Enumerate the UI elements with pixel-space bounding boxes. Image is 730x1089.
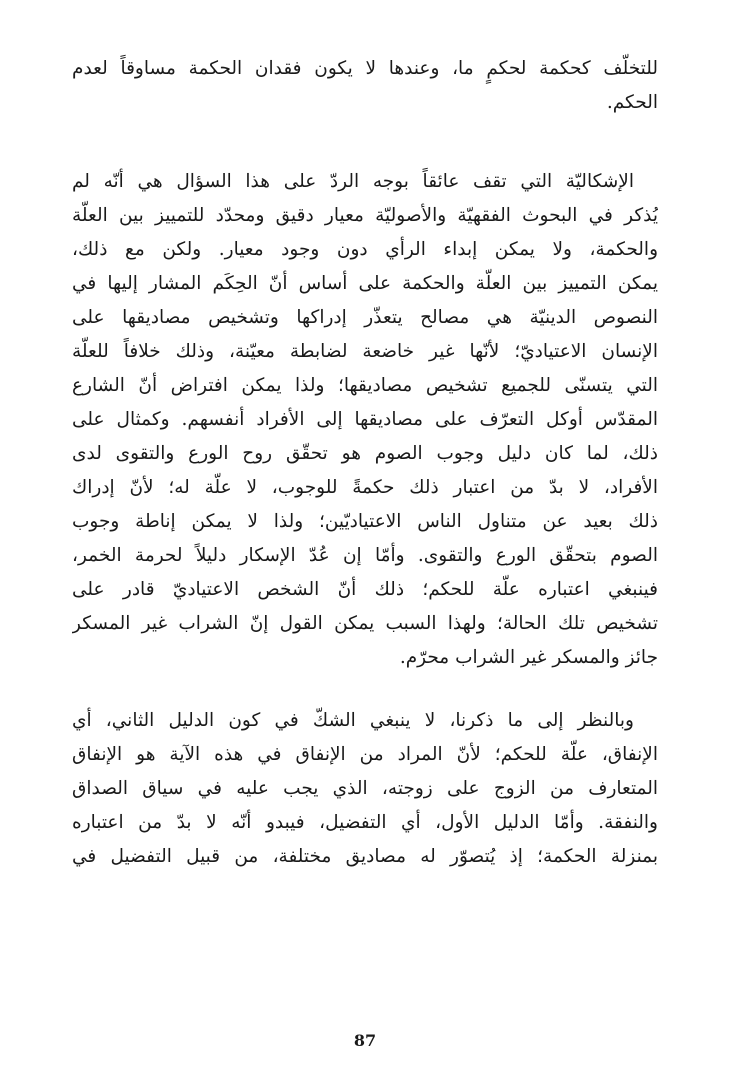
text-line: الإشكاليّة التي تقف عائقاً بوجه الردّ على هذا السؤال هي أنّه لم [72, 171, 634, 192]
text-line: وبالنظر إلى ما ذكرنا، لا ينبغي الشكّ في كون الدليل الثاني، أي [72, 710, 634, 731]
page-number: 87 [353, 1031, 377, 1050]
text-line: جائز والمسكر غير الشراب محرّم. [399, 647, 658, 668]
paragraph-1 [72, 52, 658, 120]
text-line: بمنزلة الحكمة؛ إذ يُتصوّر له مصاديق مختلفة، من قبيل التفضيل في [72, 846, 658, 867]
text-line: الإنفاق، علّة للحكم؛ لأنّ المراد من الإنفاق في هذه الآية هو الإنفاق [72, 744, 658, 765]
text-line: والنفقة. وأمّا الدليل الأول، أي التفضيل، فيبدو أنّه لا بدّ من اعتباره [72, 812, 658, 833]
text-line: فينبغي اعتباره علّة للحكم؛ ذلك أنّ الشخص الاعتياديّ قادر على [72, 579, 658, 600]
text-line: يمكن التمييز بين العلّة والحكمة على أساس أنّ الحِكَم المشار إليها في [72, 273, 658, 294]
text-line: ذلك بعيد عن متناول الناس الاعتياديّين؛ ولذا لا يمكن إناطة وجوب [72, 511, 658, 532]
text-line: الحكم. [606, 92, 658, 113]
text-line: المقدّس أوكل التعرّف على مصاديقها إلى الأفراد أنفسهم. وكمثال على [72, 409, 658, 430]
text-line: ذلك، لما كان دليل وجوب الصوم هو تحقّق روح الورع والتقوى لدى [72, 443, 658, 464]
text-line: التي يتسنّى للجميع تشخيص مصاديقها؛ ولذا يمكن افتراض أنّ الشارع [72, 375, 658, 396]
text-line: النصوص الدينيّة هي مصالح يتعذّر إدراكها وتشخيص مصاديقها على [72, 307, 658, 328]
paragraph-2 [72, 165, 658, 675]
text-line: للتخلّف كحكمة لحكمٍ ما، وعندها لا يكون فقدان الحكمة مساوقاً لعدم [72, 58, 658, 79]
text-line: يُذكر في البحوث الفقهيّة والأصوليّة معيار دقيق ومحدّد للتمييز بين العلّة [72, 205, 658, 226]
text-line: والحكمة، ولا يمكن إبداء الرأي دون وجود معيار. ولكن مع ذلك، [72, 239, 658, 260]
paragraph-3 [72, 704, 658, 874]
text-line: الصوم بتحقّق الورع والتقوى. وأمّا إن عُدّ الإسكار دليلاً لحرمة الخمر، [72, 545, 658, 566]
text-line: تشخيص تلك الحالة؛ ولهذا السبب يمكن القول إنّ الشراب غير المسكر [72, 613, 658, 634]
text-line: المتعارف من الزوج على زوجته، الذي يجب عليه في سياق الصداق [72, 778, 658, 799]
text-line: الإنسان الاعتياديّ؛ لأنّها غير خاضعة لضابطة معيّنة، وذلك خلافاً للعلّة [72, 341, 658, 362]
text-line: الأفراد، لا بدّ من اعتبار ذلك حكمةً للوجوب، لا علّة له؛ لأنّ إدراك [72, 477, 658, 498]
